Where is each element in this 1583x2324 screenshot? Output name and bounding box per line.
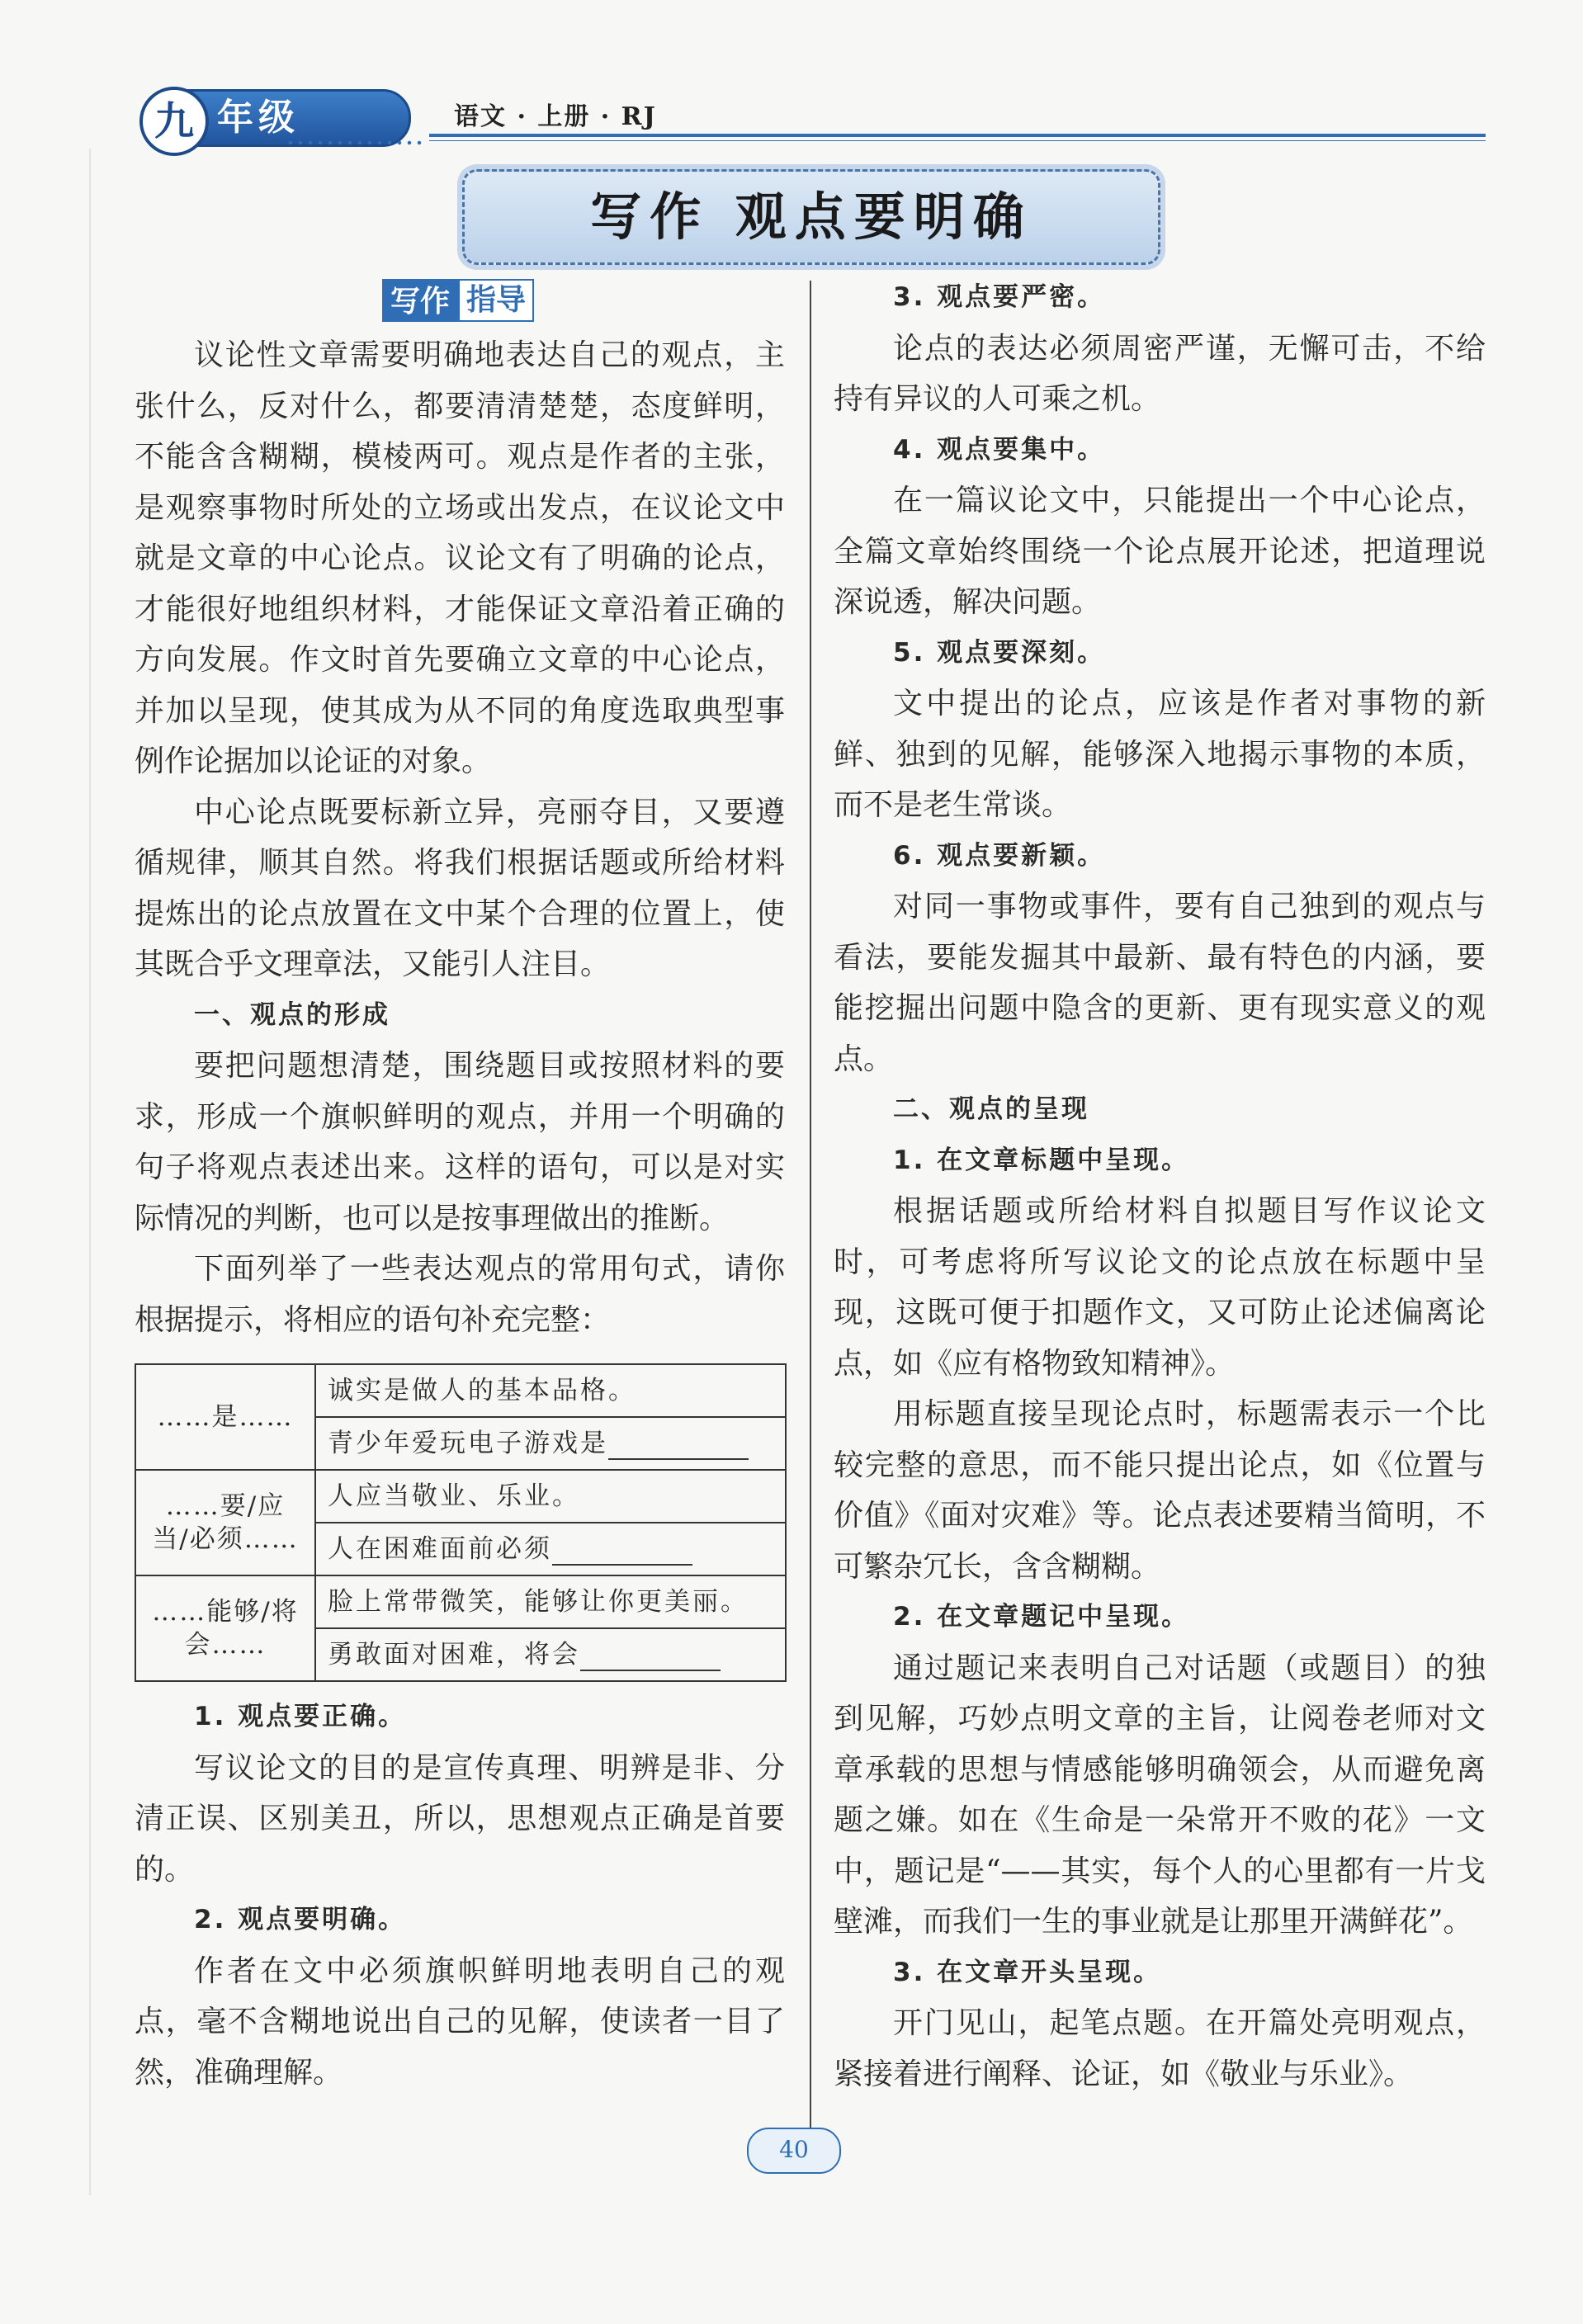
paragraph: 作者在文中必须旗帜鲜明地表明自己的观点，毫不含糊地说出自己的见解，使读者一目了然，准确理解。 — [135, 1953, 785, 2090]
decorative-dots — [286, 140, 426, 145]
table-cell-text: 青少年爱玩电子游戏是 — [328, 1429, 608, 1458]
table-cell: 脸上常带微笑，能够让你更美丽。 — [315, 1575, 786, 1628]
paragraph: 中心论点既要标新立异，亮丽夺目，又要遵循规律，顺其自然。将我们根据话题或所给材料提炼出的论点放置在文中某个合理的位置上，使其既合乎文理章法，又能引人注目。 — [135, 795, 785, 981]
answer-blank[interactable] — [580, 1645, 721, 1671]
subject-label: 语文 · 上册 · RJ — [454, 102, 657, 131]
paragraph: 下面列举了一些表达观点的常用句式，请你根据提示，将相应的语句补充完整： — [135, 1252, 785, 1337]
subsection-heading: 6. 观点要新颖。 — [893, 840, 1106, 871]
table-row — [135, 1575, 786, 1628]
subsection-heading: 4. 观点要集中。 — [893, 434, 1106, 465]
table-cell-text: 人在困难面前必须 — [328, 1534, 552, 1564]
subsection-heading: 2. 观点要明确。 — [194, 1905, 407, 1934]
guide-tag-part2: 指导 — [458, 279, 534, 322]
grade-number: 九 — [139, 87, 209, 156]
subsection-heading: 3. 在文章开头呈现。 — [893, 1957, 1162, 1987]
table-cell-fill — [315, 1523, 786, 1575]
guide-label — [135, 272, 785, 330]
title-banner — [462, 169, 1160, 265]
paragraph: 用标题直接呈现论点时，标题需表示一个比较完整的意思，而不能只提出论点，如《位置与价值》《面对灾难》等。论点表述要精当简明，不可繁杂冗长，含含糊糊。 — [834, 1397, 1486, 1584]
table-cell-text: 勇敢面对困难，将会 — [328, 1640, 580, 1670]
subsection-heading: 1. 在文章标题中呈现。 — [893, 1145, 1190, 1175]
paragraph: 写议论文的目的是宣传真理、明辨是非、分清正误、区别美丑，所以，思想观点正确是首要的。 — [135, 1750, 785, 1887]
table-cell-label: ……要/应当/必须…… — [135, 1470, 315, 1575]
paragraph: 议论性文章需要明确地表达自己的观点，主张什么，反对什么，都要清清楚楚，态度鲜明，不能含含糊糊，模棱两可。观点是作者的主张，是观察事物时所处的立场或出发点，在议论文中就是文章的中心论点。议论文有了明确的论点，才能很好地组织材料，才能保证文章沿着正确的方向发展。作文时首先要确立文章的中心论点，并加以呈现，使其成为从不同的角度选取典型事例作论据加以论证的对象。 — [135, 338, 785, 778]
section-heading: 一、观点的形成 — [194, 999, 390, 1030]
table-cell-fill — [315, 1417, 786, 1470]
page-title: 写作 观点要明确 — [590, 187, 1032, 247]
margin-line — [89, 149, 91, 2195]
paragraph: 论点的表达必须周密严谨，无懈可击，不给持有异议的人可乘之机。 — [834, 331, 1486, 416]
paragraph: 要把问题想清楚，围绕题目或按照材料的要求，形成一个旗帜鲜明的观点，并用一个明确的句子将观点表述出来。这样的语句，可以是对实际情况的判断，也可以是按事理做出的推断。 — [135, 1049, 785, 1235]
grade-badge — [142, 89, 411, 147]
paragraph: 通过题记来表明自己对话题（或题目）的独到见解，巧妙点明文章的主旨，让阅卷老师对文章承载的思想与情感能够明确领会，从而避免离题之嫌。如在《生命是一朵常开不败的花》一文中，题记是“——其实，每个人的心里都有一片戈壁滩，而我们一生的事业就是让那里开满鲜花”。 — [834, 1651, 1486, 1939]
paragraph: 开门见山，起笔点题。在开篇处亮明观点，紧接着进行阐释、论证，如《敬业与乐业》。 — [834, 2006, 1486, 2091]
subsection-heading: 1. 观点要正确。 — [194, 1702, 407, 1731]
left-column — [135, 272, 785, 2098]
page-header — [124, 83, 1486, 149]
grade-label: 年级 — [217, 97, 300, 139]
right-column — [834, 272, 1486, 2100]
subsection-heading: 5. 观点要深刻。 — [893, 637, 1106, 668]
table-cell-fill — [315, 1628, 786, 1681]
answer-blank[interactable] — [608, 1434, 749, 1460]
sentence-pattern-table — [135, 1363, 787, 1682]
table-cell: 人应当敬业、乐业。 — [315, 1470, 786, 1523]
table-row — [135, 1364, 786, 1417]
paragraph: 在一篇议论文中，只能提出一个中心论点，全篇文章始终围绕一个论点展开论述，把道理说深说透，解决问题。 — [834, 484, 1486, 619]
header-rule — [429, 134, 1486, 137]
page-number: 40 — [747, 2128, 841, 2174]
subsection-heading: 2. 在文章题记中呈现。 — [893, 1602, 1190, 1632]
paragraph: 文中提出的论点，应该是作者对事物的新鲜、独到的见解，能够深入地揭示事物的本质，而不是老生常谈。 — [834, 687, 1486, 822]
column-divider — [810, 281, 811, 2137]
table-cell-label: ……能够/将会…… — [135, 1575, 315, 1681]
table-cell-label: ……是…… — [135, 1364, 315, 1470]
guide-tag-part1: 写作 — [382, 279, 458, 322]
writing-guide-tag — [382, 279, 534, 322]
section-heading: 二、观点的呈现 — [893, 1094, 1089, 1124]
answer-blank[interactable] — [552, 1539, 692, 1566]
paragraph: 对同一事物或事件，要有自己独到的观点与看法，要能发掘其中最新、最有特色的内涵，要能挖掘出问题中隐含的更新、更有现实意义的观点。 — [834, 890, 1486, 1076]
table-cell: 诚实是做人的基本品格。 — [315, 1364, 786, 1417]
table-row — [135, 1470, 786, 1523]
paragraph: 根据话题或所给材料自拟题目写作议论文时，可考虑将所写议论文的论点放在标题中呈现，这既可便于扣题作文，又可防止论述偏离论点，如《应有格物致知精神》。 — [834, 1194, 1486, 1381]
subsection-heading: 3. 观点要严密。 — [893, 282, 1106, 312]
header-rule-thin — [429, 140, 1486, 141]
